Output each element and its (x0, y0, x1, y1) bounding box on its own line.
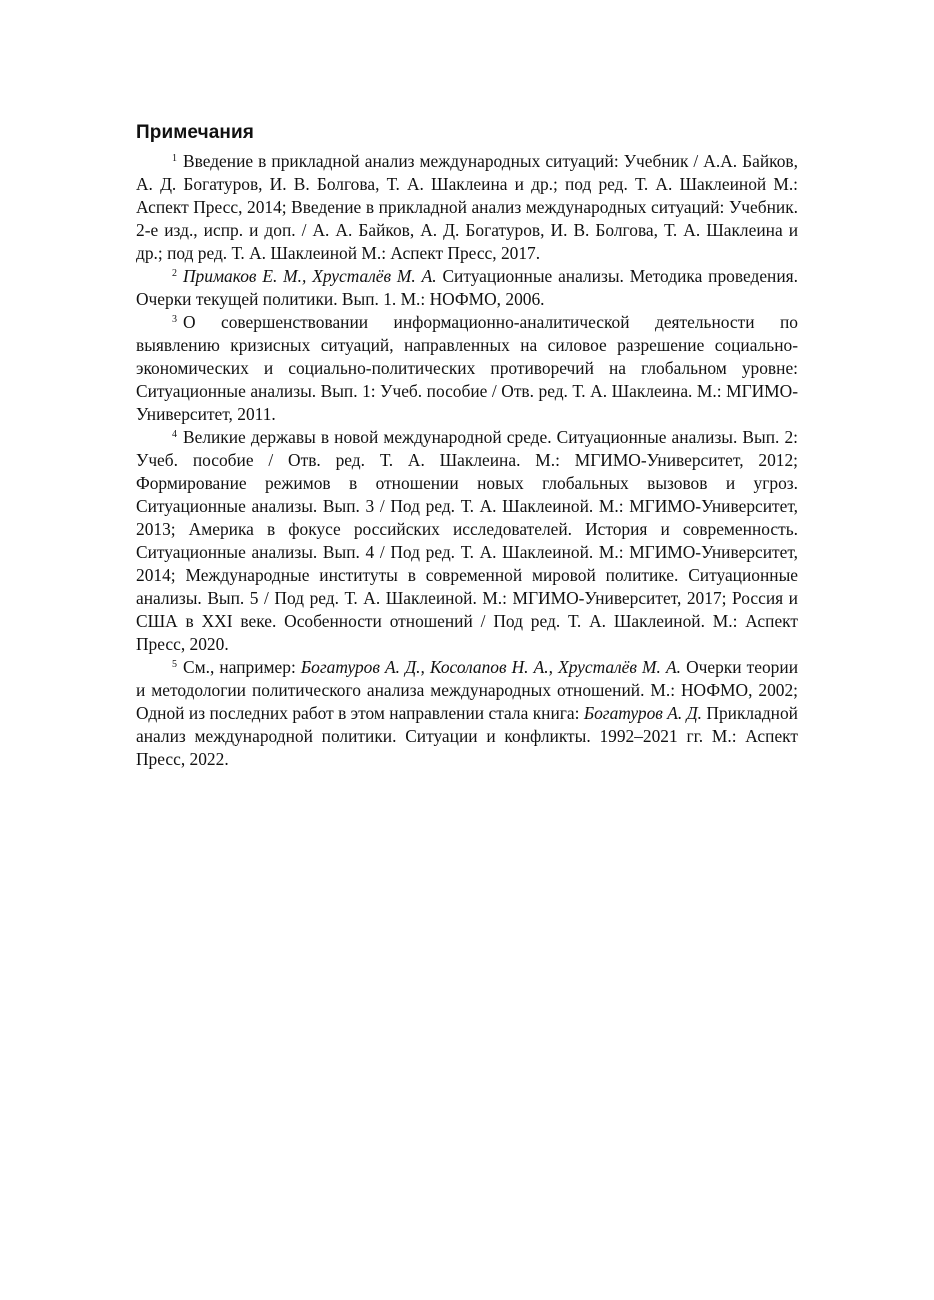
footnote-5 (136, 656, 798, 771)
footnote-number: 3 (172, 314, 177, 325)
footnote-4 (136, 426, 798, 656)
footnote-text: Введение в прикладной анализ международных ситуаций: Учебник / А.А. Байков, А. Д. Богатуров, И. В. Болгова, Т. А. Шаклеина и др.; под ред. Т. А. Шаклеиной М.: Аспект Пресс, 2014; Введение в прикладной анализ международных ситуаций: Учебник. 2-е изд., испр. и доп. / А. А. Байков, А. Д. Богатуров, И. В. Болгова, Т. А. Шаклеина и др.; под ред. Т. А. Шаклеиной М.: Аспект Пресс, 2017. (136, 151, 798, 263)
footnote-authors: Примаков Е. М., Хрусталёв М. А. (183, 266, 437, 286)
footnote-text: Великие державы в новой международной среде. Ситуационные анализы. Вып. 2: Учеб. пособие / Отв. ред. Т. А. Шаклеина. М.: МГИМО-Университет, 2012; Формирование режимов в отношении новых глобальных вызовов и угроз. Ситуационные анализы. Вып. 3 / Под ред. Т. А. Шаклеиной. М.: МГИМО-Университет, 2013; Америка в фокусе российских исследователей. История и современность. Ситуационные анализы. Вып. 4 / Под ред. Т. А. Шаклеиной. М.: МГИМО-Университет, 2014; Международные институты в современной мировой политике. Ситуационные анализы. Вып. 5 / Под ред. Т. А. Шаклеиной. М.: МГИМО-Университет, 2017; Россия и США в XXI веке. Особенности отношений / Под ред. Т. А. Шаклеиной. М.: Аспект Пресс, 2020. (136, 427, 798, 654)
footnote-text: Ситуационные анализы. Методика проведения. Очерки текущей политики. Вып. 1. М.: НОФМО, 2006. (136, 266, 798, 309)
footnote-text: См., например: (183, 657, 301, 677)
footnote-number: 1 (172, 153, 177, 164)
footnote-authors: Богатуров А. Д. (583, 703, 703, 723)
page-title: Примечания (136, 122, 254, 143)
footnote-2 (136, 265, 798, 311)
footnote-number: 4 (172, 429, 177, 440)
notes-page (136, 120, 798, 771)
footnote-number: 2 (172, 268, 177, 279)
footnote-text: О совершенствовании информационно-аналитической деятельности по выявлению кризисных ситуаций, направленных на силовое разрешение социально-экономических и социально-политических противоречий на глобальном уровне: Ситуационные анализы. Вып. 1: Учеб. пособие / Отв. ред. Т. А. Шаклеина. М.: МГИМО-Университет, 2011. (136, 312, 798, 424)
footnote-text: Прикладной анализ международной политики. Ситуации и конфликты. 1992–2021 гг. М.: Аспект Пресс, 2022. (136, 703, 798, 769)
footnote-text: Очерки теории и методологии политического анализа международных отношений. М.: НОФМО, 2002; Одной из последних работ в этом направлении стала книга: (136, 657, 798, 723)
footnote-1 (136, 150, 798, 265)
footnote-3 (136, 311, 798, 426)
footnote-authors: Богатуров А. Д., Косолапов Н. А., Хрусталёв М. А. (300, 657, 681, 677)
footnote-number: 5 (172, 659, 177, 670)
